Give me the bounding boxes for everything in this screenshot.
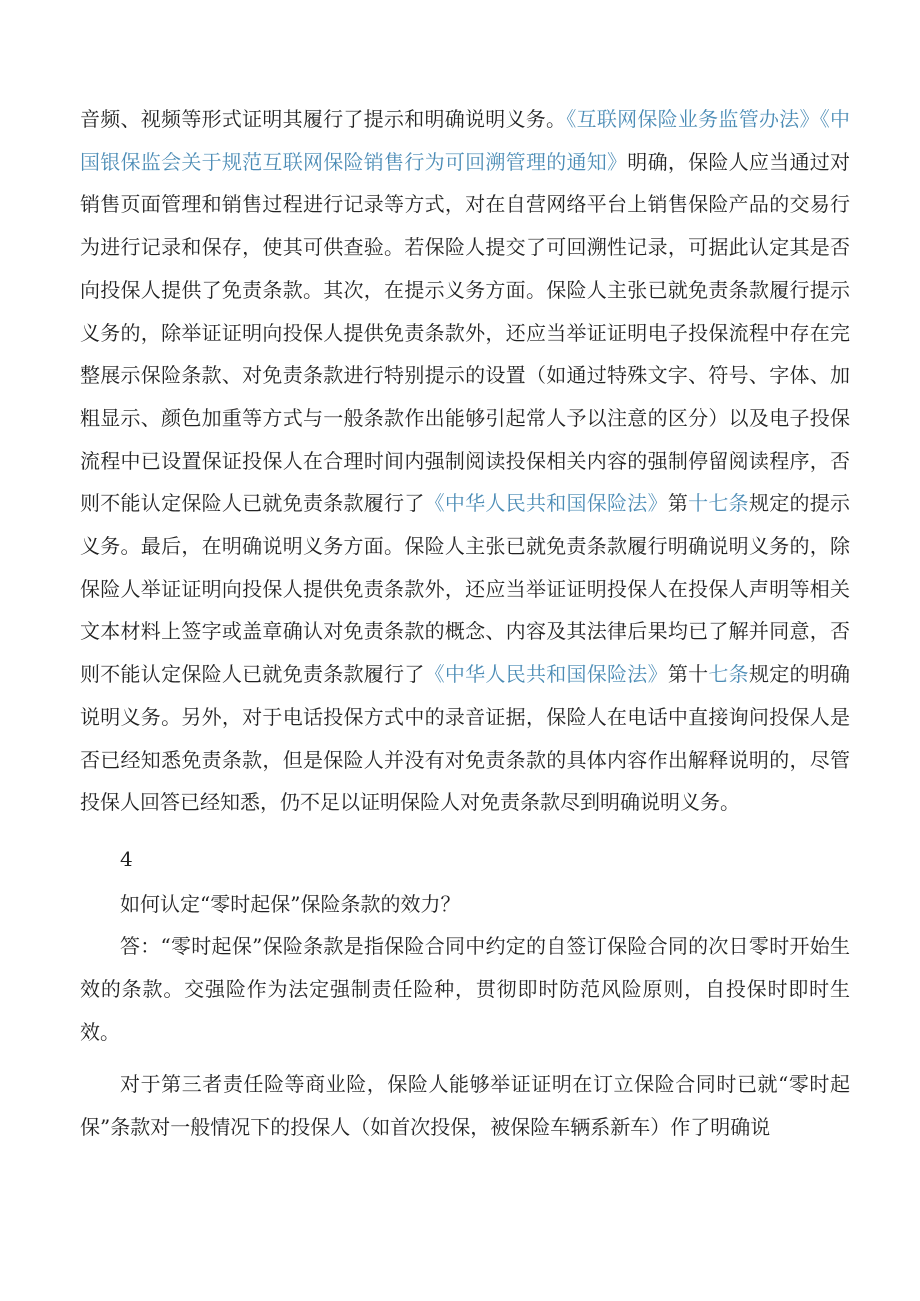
regulation-reference-link[interactable]: 《中国银保监会关于规范互联网保险销售行为可回溯管理的通知》 bbox=[80, 107, 851, 174]
body-paragraph: 对于第三者责任险等商业险，保险人能够举证证明在订立保险合同时已就“零时起保”条款对一般情况下的投保人（如首次投保，被保险车辆系新车）作了明确说 bbox=[80, 1072, 850, 1140]
section-question: 如何认定“零时起保”保险条款的效力？ bbox=[120, 891, 461, 916]
text-segment: 音频、视频等形式证明其履行了提示和明确说明义务。 bbox=[80, 107, 567, 131]
text-segment: 第十 bbox=[667, 662, 709, 687]
text-segment: 第 bbox=[667, 491, 689, 516]
section-number: 4 bbox=[120, 846, 133, 871]
law-reference-link[interactable]: 《中华人民共和国保险法》 bbox=[424, 662, 668, 687]
article-reference-link[interactable]: 七条 bbox=[708, 662, 749, 687]
law-reference-link[interactable]: 《互联网保险业务监管办法》 bbox=[566, 107, 820, 131]
law-reference-link[interactable]: 《中华人民共和国保险法》 bbox=[424, 491, 668, 516]
body-paragraph bbox=[80, 98, 850, 824]
answer-paragraph: 答：“零时起保”保险条款是指保险合同中约定的自签订保险合同的次日零时开始生效的条款。交强险作为法定强制责任险种，贯彻即时防范风险原则，自投保时即时生效。 bbox=[80, 934, 850, 1044]
document-page bbox=[80, 98, 850, 1149]
article-reference-link[interactable]: 十七条 bbox=[688, 491, 749, 516]
text-segment: 明确，保险人应当通过对销售页面管理和销售过程进行记录等方式，对在自营网络平台上销售保险产品的交易行为进行记录和保存，使其可供查验。若保险人提交了可回溯性记录，可据此认定其是否向投保人提供了免责条款。其次，在提示义务方面。保险人主张已就免责条款履行提示义务的，除举证证明向投保人提供免责条款外，还应当举证证明电子投保流程中存在完整展示保险条款、对免责条款进行特别提示的设置（如通过特殊文字、符号、字体、加粗显示、颜色加重等方式与一般条款作出能够引起常人予以注意的区分）以及电子投保流程中已设置保证投保人在合理时间内强制阅读投保相关内容的强制停留阅读程序，否则不能认定保险人已就免责条款履行了 bbox=[80, 149, 850, 516]
text-segment: 规定的提示义务。最后，在明确说明义务方面。保险人主张已就免责条款履行明确说明义务的，除保险人举证证明向投保人提供免责条款外，还应当举证证明投保人在投保人声明等相关文本材料上签字或盖章确认对免责条款的概念、内容及其法律后果均已了解并同意，否则不能认定保险人已就免责条款履行了 bbox=[80, 491, 851, 687]
text-segment: 规定的明确说明义务。另外，对于电话投保方式中的录音证据，保险人在电话中直接询问投保人是否已经知悉免责条款，但是保险人并没有对免责条款的具体内容作出解释说明的，尽管投保人回答已经知悉，仍不足以证明保险人对免责条款尽到明确说明义务。 bbox=[80, 662, 851, 815]
